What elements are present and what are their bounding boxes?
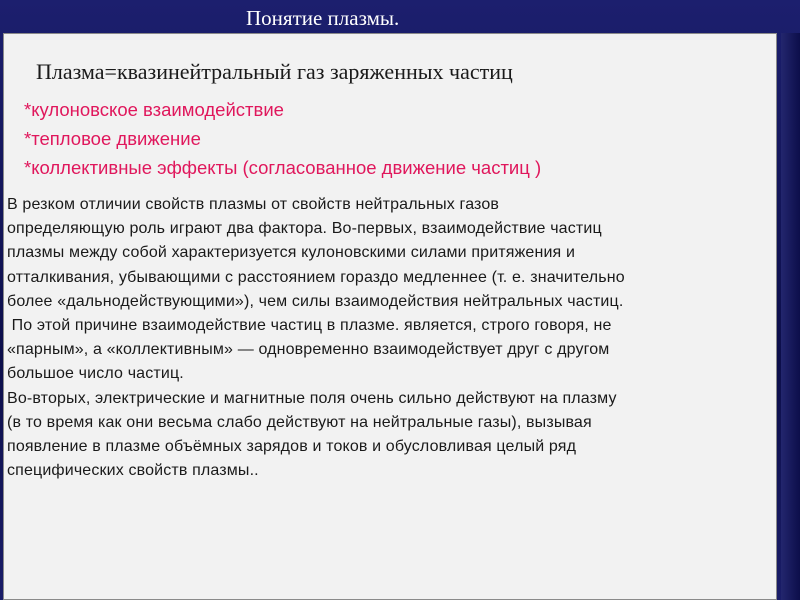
body-line: большое число частиц.: [7, 365, 184, 383]
body-line: определяющую роль играют два фактора. Во-первых, взаимодействие частиц: [7, 220, 602, 238]
body-line: В резком отличии свойств плазмы от свойств нейтральных газов: [7, 196, 500, 213]
body-line: Во-вторых, электрические и магнитные поля очень сильно действуют на плазму: [7, 389, 617, 407]
bullet-thermal-motion: *тепловое движение: [24, 128, 201, 149]
body-line: появление в плазме объёмных зарядов и токов и обусловливая целый ряд: [7, 438, 577, 456]
slide-title: Понятие плазмы.: [246, 6, 400, 30]
body-line: более «дальнодействующими»), чем силы взаимодействия нейтральных частиц.: [7, 292, 624, 310]
bullet-list: [24, 95, 541, 182]
body-line: «парным», а «коллективным» — одновременно взаимодействует друг с другом: [7, 341, 610, 359]
body-line: По этой причине взаимодействие частиц в плазме. является, строго говоря, не: [7, 317, 612, 335]
right-decorative-strip: [781, 33, 800, 600]
body-line: плазмы между собой характеризуется кулоновскими силами притяжения и: [7, 244, 576, 262]
bullet-coulomb-interaction: *кулоновское взаимодействие: [24, 99, 284, 120]
body-line: (в то время как они весьма слабо действуют на нейтральные газы), вызывая: [7, 413, 592, 431]
body-paragraph: [7, 193, 625, 483]
body-line: отталкивания, убывающими с расстоянием гораздо медленнее (т. е. значительно: [7, 268, 625, 286]
definition-heading: Плазма=квазинейтральный газ заряженных частиц: [36, 59, 513, 84]
body-line: специфических свойств плазмы..: [7, 462, 259, 480]
bullet-collective-effects: *коллективные эффекты (согласованное движение частиц ): [24, 157, 542, 178]
